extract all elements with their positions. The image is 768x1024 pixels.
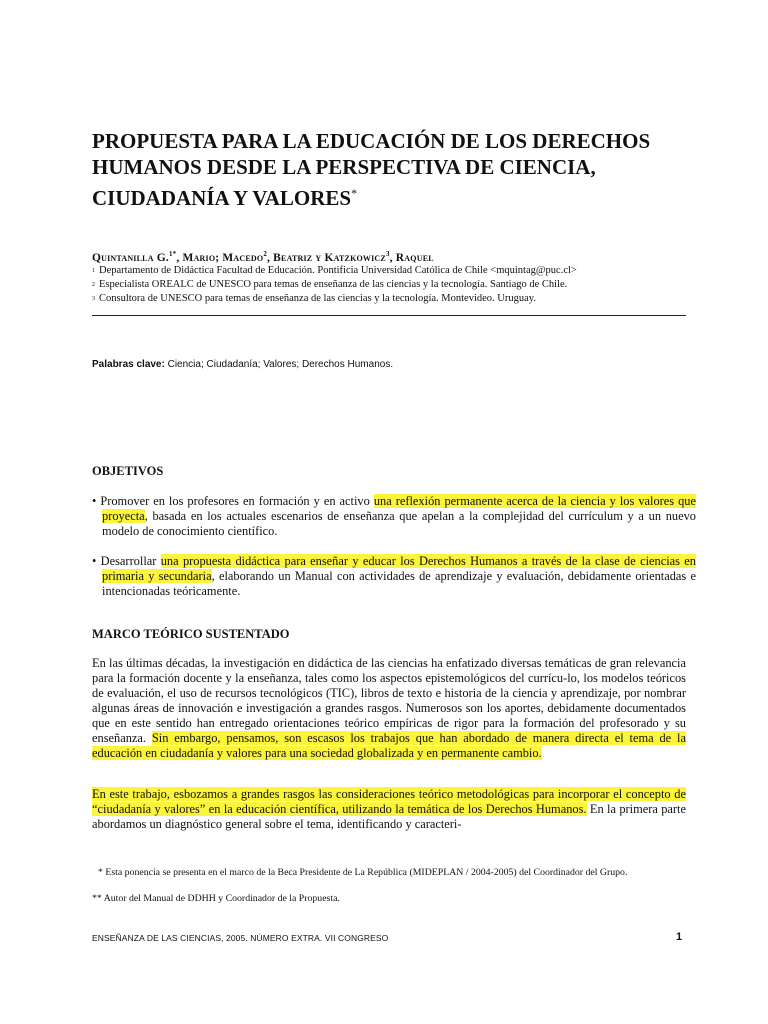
objective-2-post: , elaborando un Manual con actividades de aprendizaje y evaluación, debidamente orientadas e intencionadas teóricamente.: [102, 569, 696, 598]
page-number: 1: [676, 931, 683, 943]
objective-bullet-2: [92, 554, 696, 599]
objective-1-highlight: una reflexión permanente acerca de la ciencia y los valores que proyecta: [102, 494, 696, 523]
footnote-2: ** Autor del Manual de DDHH y Coordinador de la Propuesta.: [92, 893, 340, 904]
title-line-3: CIUDADANÍA Y VALORES: [92, 186, 352, 210]
marco-paragraph-1: [92, 656, 686, 761]
marco-paragraph-2: [92, 787, 686, 832]
affiliation-3-text: Consultora de UNESCO para temas de enseñanza de las ciencias y la tecnología. Montevideo. Uruguay.: [99, 293, 536, 304]
author-2-sup: 2: [263, 250, 268, 258]
affiliation-3: [92, 292, 692, 306]
author-3-sup: 3: [385, 250, 390, 258]
author-1-rest: , Mario;: [176, 251, 223, 264]
author-1-sup: 1*: [168, 250, 177, 258]
paper-title: [92, 128, 692, 211]
keywords-label: Palabras clave:: [92, 359, 165, 370]
journal-footer: ENSEÑANZA DE LAS CIENCIAS, 2005. NÚMERO EXTRA. VII CONGRESO: [92, 933, 389, 943]
objective-2-highlight: una propuesta didáctica para enseñar y educar los Derechos Humanos a través de la clase de ciencias en primaria y secundaria: [102, 554, 696, 583]
objective-2-pre: • Desarrollar: [92, 554, 161, 568]
author-2-rest: , Beatriz y: [267, 251, 325, 264]
objective-1-post: , basada en los actuales escenarios de enseñanza que apelan a la complejidad del currículum y a un nuevo modelo de conocimiento científico.: [102, 509, 696, 538]
author-list: [92, 250, 692, 264]
marco-p2-text: En la primera parte abordamos un diagnóstico general sobre el tema, identificando y caracteri-: [92, 802, 686, 831]
affiliation-1-text: Departamento de Didáctica Facultad de Educación. Pontificia Universidad Católica de Chile <mquintag@puc.cl>: [99, 265, 577, 276]
affiliation-1: [92, 264, 692, 278]
marco-p1-text: En las últimas décadas, la investigación en didáctica de las ciencias ha enfatizado diversas temáticas de gran relevancia para la formación docente y la enseñanza, tales como los aspectos epistemológicos del currícu-lo, los modelos teóricos de evaluación, el uso de recursos tecnológicos (TIC), libros de texto e historia de la ciencia y aprendizaje, por nombrar algunas áreas de innovación e investigación a grandes rasgos. Numerosos son los aportes, debidamente documentados que en este sentido han entregado orientaciones teórico empíricas de rigor para la formación del profesorado y su enseñanza.: [92, 656, 686, 745]
objective-1-pre: • Promover en los profesores en formación y en activo: [92, 494, 374, 508]
affiliation-2-num: 2: [92, 282, 95, 288]
header-divider: [92, 315, 686, 316]
author-3-rest: , Raquel: [389, 251, 434, 264]
title-footnote-marker: *: [351, 186, 358, 200]
section-heading-marco: MARCO TEÓRICO SUSTENTADO: [92, 627, 290, 641]
section-heading-objetivos: OBJETIVOS: [92, 464, 164, 478]
objective-bullet-1: [92, 494, 696, 539]
marco-p2-highlight: En este trabajo, esbozamos a grandes rasgos las consideraciones teórico metodológicas para incorporar el concepto de “ciudadanía y valores” en la educación científica, utilizando la temática de los Derechos Humanos.: [92, 787, 686, 816]
keywords: [92, 359, 393, 370]
title-line-1: PROPUESTA PARA LA EDUCACIÓN DE LOS DERECHOS: [92, 129, 651, 153]
author-2: Macedo: [222, 251, 264, 264]
marco-p1-highlight: Sin embargo, pensamos, son escasos los trabajos que han abordado de manera directa el tema de la educación en ciudadanía y valores para una sociedad globalizada y en permanente cambio.: [92, 731, 686, 760]
footnote-1: * Esta ponencia se presenta en el marco de la Beca Presidente de La República (MIDEPLAN / 2004-2005) del Coordinador del Grupo.: [98, 867, 628, 878]
affiliation-1-num: 1: [92, 268, 95, 274]
keywords-text: Ciencia; Ciudadanía; Valores; Derechos Humanos.: [164, 359, 394, 370]
affiliation-2-text: Especialista OREALC de UNESCO para temas de enseñanza de las ciencias y la tecnología. Santiago de Chile.: [99, 279, 568, 290]
affiliation-2: [92, 278, 692, 292]
title-line-2: HUMANOS DESDE LA PERSPECTIVA DE CIENCIA,: [92, 155, 596, 179]
author-1: Quintanilla G.: [92, 251, 169, 264]
author-3: Katzkowicz: [324, 251, 386, 264]
affiliation-3-num: 3: [92, 296, 95, 302]
